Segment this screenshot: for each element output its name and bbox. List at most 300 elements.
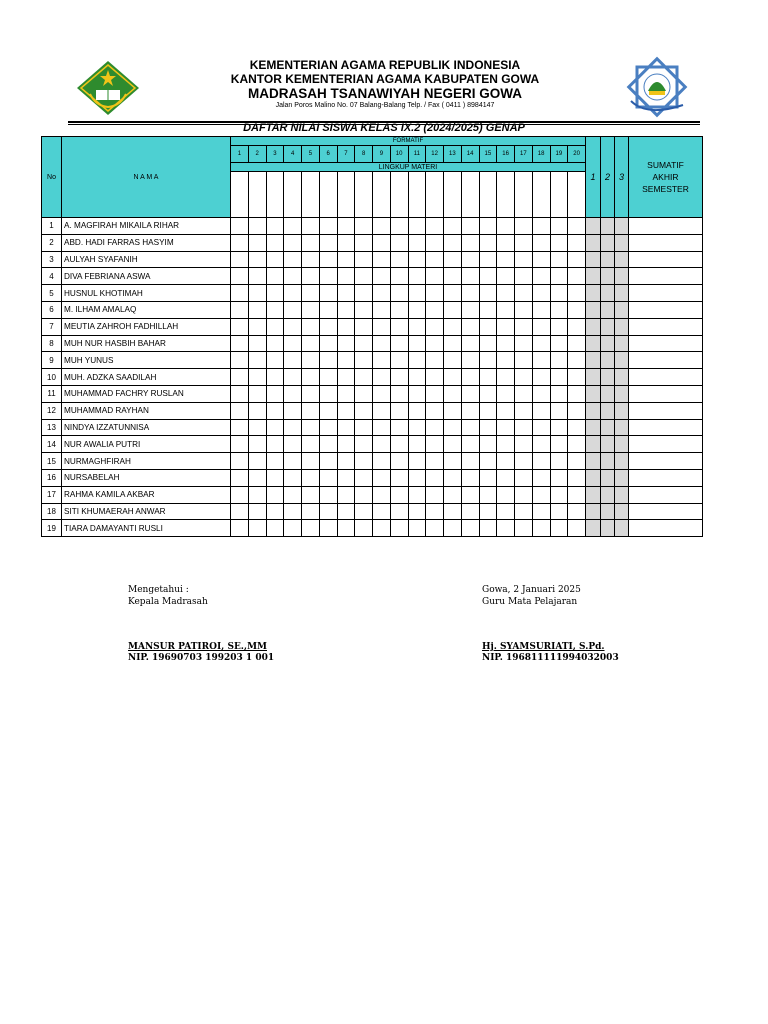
formatif-score-cell (266, 335, 284, 352)
formatif-header-blank (444, 172, 462, 218)
sumatif-score-cell (586, 234, 601, 251)
formatif-score-cell (319, 285, 337, 302)
formatif-score-cell (390, 385, 408, 402)
sumatif-akhir-score-cell (629, 234, 703, 251)
formatif-score-cell (461, 419, 479, 436)
formatif-score-cell (355, 251, 373, 268)
formatif-col-13: 13 (444, 146, 462, 163)
formatif-score-cell (248, 352, 266, 369)
formatif-col-7: 7 (337, 146, 355, 163)
sumatif-score-cell (615, 402, 629, 419)
formatif-header-blank (479, 172, 497, 218)
formatif-score-cell (515, 234, 533, 251)
sumatif-score-cell (601, 469, 615, 486)
formatif-score-cell (568, 520, 586, 537)
formatif-header-blank (550, 172, 568, 218)
sumatif-score-cell (615, 318, 629, 335)
formatif-score-cell (515, 486, 533, 503)
student-name: A. MAGFIRAH MIKAILA RIHAR (62, 218, 231, 235)
formatif-score-cell (390, 335, 408, 352)
sumatif-score-cell (615, 352, 629, 369)
sumatif-score-cell (615, 234, 629, 251)
formatif-score-cell (479, 469, 497, 486)
formatif-score-cell (408, 486, 426, 503)
formatif-score-cell (515, 218, 533, 235)
formatif-score-cell (319, 436, 337, 453)
formatif-score-cell (302, 251, 320, 268)
formatif-score-cell (444, 436, 462, 453)
formatif-score-cell (550, 385, 568, 402)
letterhead (0, 52, 768, 116)
formatif-score-cell (302, 369, 320, 386)
formatif-score-cell (373, 503, 391, 520)
formatif-score-cell (532, 301, 550, 318)
formatif-score-cell (302, 453, 320, 470)
formatif-score-cell (248, 503, 266, 520)
formatif-score-cell (284, 318, 302, 335)
table-row (42, 335, 703, 352)
sumatif-score-cell (586, 402, 601, 419)
formatif-score-cell (319, 218, 337, 235)
sumatif-score-cell (615, 503, 629, 520)
sumatif-akhir-score-cell (629, 318, 703, 335)
formatif-score-cell (515, 352, 533, 369)
formatif-score-cell (532, 486, 550, 503)
formatif-score-cell (497, 419, 515, 436)
formatif-score-cell (550, 486, 568, 503)
formatif-score-cell (231, 301, 249, 318)
formatif-score-cell (444, 503, 462, 520)
sumatif-score-cell (601, 218, 615, 235)
formatif-score-cell (461, 251, 479, 268)
student-name: AULYAH SYAFANIH (62, 251, 231, 268)
formatif-col-12: 12 (426, 146, 444, 163)
sumatif-akhir-score-cell (629, 369, 703, 386)
formatif-score-cell (444, 335, 462, 352)
table-row (42, 436, 703, 453)
formatif-score-cell (302, 234, 320, 251)
school-logo-icon (626, 56, 688, 118)
formatif-score-cell (284, 352, 302, 369)
sumatif-akhir-score-cell (629, 486, 703, 503)
student-name: SITI KHUMAERAH ANWAR (62, 503, 231, 520)
formatif-score-cell (568, 419, 586, 436)
formatif-col-9: 9 (373, 146, 391, 163)
row-number: 16 (42, 469, 62, 486)
sumatif-score-cell (615, 385, 629, 402)
formatif-score-cell (444, 419, 462, 436)
formatif-score-cell (479, 385, 497, 402)
formatif-score-cell (302, 503, 320, 520)
formatif-header-blank (266, 172, 284, 218)
formatif-score-cell (266, 234, 284, 251)
formatif-score-cell (461, 436, 479, 453)
formatif-score-cell (532, 520, 550, 537)
formatif-score-cell (408, 234, 426, 251)
formatif-score-cell (373, 218, 391, 235)
formatif-score-cell (355, 369, 373, 386)
formatif-score-cell (497, 385, 515, 402)
formatif-header-blank (231, 172, 249, 218)
formatif-score-cell (390, 436, 408, 453)
formatif-score-cell (550, 234, 568, 251)
row-number: 1 (42, 218, 62, 235)
col-header-sumatif-akhir (629, 137, 703, 218)
sumatif-score-cell (601, 453, 615, 470)
formatif-score-cell (355, 352, 373, 369)
formatif-score-cell (568, 318, 586, 335)
formatif-col-17: 17 (515, 146, 533, 163)
formatif-score-cell (515, 301, 533, 318)
formatif-score-cell (284, 385, 302, 402)
formatif-score-cell (426, 318, 444, 335)
formatif-score-cell (568, 251, 586, 268)
formatif-header-blank (390, 172, 408, 218)
formatif-score-cell (319, 234, 337, 251)
sumatif-score-cell (615, 436, 629, 453)
formatif-score-cell (302, 520, 320, 537)
sign-left-line2: Kepala Madrasah (128, 597, 208, 607)
sumatif-akhir-score-cell (629, 419, 703, 436)
formatif-score-cell (355, 486, 373, 503)
formatif-score-cell (479, 285, 497, 302)
formatif-score-cell (337, 268, 355, 285)
formatif-score-cell (497, 301, 515, 318)
student-name: DIVA FEBRIANA ASWA (62, 268, 231, 285)
formatif-score-cell (266, 503, 284, 520)
formatif-score-cell (231, 385, 249, 402)
formatif-score-cell (302, 352, 320, 369)
formatif-score-cell (231, 503, 249, 520)
formatif-score-cell (248, 251, 266, 268)
formatif-score-cell (266, 285, 284, 302)
teacher-name: Hj. SYAMSURIATI, S.Pd. (482, 642, 605, 652)
row-number: 2 (42, 234, 62, 251)
formatif-score-cell (390, 251, 408, 268)
formatif-score-cell (266, 369, 284, 386)
row-number: 12 (42, 402, 62, 419)
formatif-score-cell (337, 520, 355, 537)
formatif-score-cell (497, 234, 515, 251)
formatif-score-cell (550, 469, 568, 486)
table-row (42, 318, 703, 335)
formatif-score-cell (426, 453, 444, 470)
formatif-score-cell (426, 402, 444, 419)
formatif-score-cell (568, 486, 586, 503)
table-row (42, 520, 703, 537)
formatif-score-cell (302, 218, 320, 235)
formatif-score-cell (444, 486, 462, 503)
formatif-score-cell (497, 218, 515, 235)
formatif-score-cell (231, 218, 249, 235)
formatif-score-cell (231, 234, 249, 251)
formatif-score-cell (426, 218, 444, 235)
formatif-col-18: 18 (532, 146, 550, 163)
sumatif-score-cell (601, 268, 615, 285)
sumatif-score-cell (615, 268, 629, 285)
formatif-score-cell (426, 234, 444, 251)
formatif-score-cell (231, 486, 249, 503)
formatif-score-cell (319, 301, 337, 318)
formatif-score-cell (532, 251, 550, 268)
formatif-header-blank (284, 172, 302, 218)
formatif-score-cell (248, 268, 266, 285)
formatif-score-cell (444, 352, 462, 369)
formatif-score-cell (497, 285, 515, 302)
formatif-col-3: 3 (266, 146, 284, 163)
formatif-score-cell (319, 268, 337, 285)
student-name: M. ILHAM AMALAQ (62, 301, 231, 318)
formatif-score-cell (337, 453, 355, 470)
student-name: HUSNUL KHOTIMAH (62, 285, 231, 302)
formatif-score-cell (497, 251, 515, 268)
sign-right-line1: Gowa, 2 Januari 2025 (482, 585, 581, 595)
sumatif-score-cell (586, 469, 601, 486)
student-name: ABD. HADI FARRAS HASYIM (62, 234, 231, 251)
formatif-score-cell (284, 453, 302, 470)
formatif-score-cell (231, 520, 249, 537)
student-name: MUHAMMAD FACHRY RUSLAN (62, 385, 231, 402)
formatif-score-cell (461, 335, 479, 352)
table-row (42, 419, 703, 436)
formatif-score-cell (461, 285, 479, 302)
formatif-score-cell (408, 285, 426, 302)
formatif-score-cell (266, 419, 284, 436)
formatif-header-blank (408, 172, 426, 218)
formatif-score-cell (337, 486, 355, 503)
sumatif-score-cell (586, 301, 601, 318)
formatif-score-cell (568, 335, 586, 352)
formatif-score-cell (248, 402, 266, 419)
sumatif-akhir-line: SEMESTER (642, 184, 689, 194)
formatif-score-cell (373, 453, 391, 470)
formatif-score-cell (355, 402, 373, 419)
formatif-score-cell (284, 251, 302, 268)
formatif-score-cell (444, 453, 462, 470)
sumatif-score-cell (601, 503, 615, 520)
formatif-score-cell (550, 503, 568, 520)
student-name: MUH. ADZKA SAADILAH (62, 369, 231, 386)
document-title: DAFTAR NILAI SISWA KELAS IX.2 (2024/2025) GENAP (243, 122, 525, 134)
formatif-score-cell (408, 520, 426, 537)
table-row (42, 268, 703, 285)
formatif-score-cell (284, 486, 302, 503)
sumatif-score-cell (586, 520, 601, 537)
formatif-score-cell (355, 301, 373, 318)
student-name: NINDYA IZZATUNNISA (62, 419, 231, 436)
table-row (42, 486, 703, 503)
row-number: 8 (42, 335, 62, 352)
row-number: 10 (42, 369, 62, 386)
formatif-score-cell (550, 268, 568, 285)
formatif-score-cell (373, 469, 391, 486)
row-number: 7 (42, 318, 62, 335)
formatif-score-cell (515, 335, 533, 352)
formatif-score-cell (532, 218, 550, 235)
formatif-score-cell (532, 453, 550, 470)
formatif-header-blank (497, 172, 515, 218)
formatif-score-cell (568, 503, 586, 520)
sumatif-score-cell (601, 301, 615, 318)
student-name: MUH NUR HASBIH BAHAR (62, 335, 231, 352)
formatif-score-cell (550, 301, 568, 318)
sumatif-akhir-score-cell (629, 385, 703, 402)
formatif-score-cell (426, 352, 444, 369)
sumatif-akhir-line: AKHIR (652, 172, 679, 182)
formatif-score-cell (444, 385, 462, 402)
formatif-score-cell (550, 218, 568, 235)
formatif-score-cell (284, 234, 302, 251)
formatif-score-cell (337, 218, 355, 235)
formatif-score-cell (337, 469, 355, 486)
sumatif-score-cell (615, 285, 629, 302)
student-name: TIARA DAMAYANTI RUSLI (62, 520, 231, 537)
formatif-score-cell (461, 520, 479, 537)
sumatif-akhir-score-cell (629, 251, 703, 268)
formatif-score-cell (231, 436, 249, 453)
formatif-score-cell (337, 352, 355, 369)
sumatif-score-cell (601, 352, 615, 369)
formatif-score-cell (479, 486, 497, 503)
formatif-score-cell (266, 402, 284, 419)
sumatif-score-cell (586, 436, 601, 453)
formatif-score-cell (319, 503, 337, 520)
sumatif-score-cell (601, 436, 615, 453)
sumatif-score-cell (615, 486, 629, 503)
formatif-score-cell (479, 436, 497, 453)
formatif-score-cell (266, 352, 284, 369)
table-row (42, 251, 703, 268)
sumatif-score-cell (586, 352, 601, 369)
row-number: 5 (42, 285, 62, 302)
formatif-score-cell (373, 402, 391, 419)
formatif-score-cell (426, 419, 444, 436)
formatif-score-cell (497, 335, 515, 352)
formatif-score-cell (319, 251, 337, 268)
col-header-formatif: FORMATIF (231, 137, 586, 146)
sumatif-score-cell (601, 520, 615, 537)
formatif-score-cell (426, 301, 444, 318)
formatif-score-cell (444, 369, 462, 386)
formatif-score-cell (497, 453, 515, 470)
formatif-score-cell (390, 503, 408, 520)
sumatif-score-cell (601, 335, 615, 352)
formatif-score-cell (515, 453, 533, 470)
formatif-col-2: 2 (248, 146, 266, 163)
formatif-score-cell (284, 268, 302, 285)
formatif-score-cell (248, 486, 266, 503)
formatif-header-blank (426, 172, 444, 218)
student-name: RAHMA KAMILA AKBAR (62, 486, 231, 503)
formatif-score-cell (426, 520, 444, 537)
formatif-score-cell (515, 436, 533, 453)
formatif-score-cell (568, 301, 586, 318)
formatif-score-cell (408, 453, 426, 470)
formatif-score-cell (444, 301, 462, 318)
formatif-col-10: 10 (390, 146, 408, 163)
student-name: NUR AWALIA PUTRI (62, 436, 231, 453)
formatif-score-cell (408, 268, 426, 285)
formatif-score-cell (373, 234, 391, 251)
sumatif-score-cell (586, 419, 601, 436)
formatif-score-cell (355, 318, 373, 335)
formatif-score-cell (302, 486, 320, 503)
formatif-score-cell (390, 318, 408, 335)
formatif-score-cell (426, 469, 444, 486)
formatif-score-cell (266, 218, 284, 235)
formatif-score-cell (532, 335, 550, 352)
sumatif-score-cell (586, 503, 601, 520)
sumatif-score-cell (615, 218, 629, 235)
formatif-score-cell (532, 234, 550, 251)
sumatif-akhir-score-cell (629, 352, 703, 369)
formatif-score-cell (284, 301, 302, 318)
formatif-score-cell (497, 520, 515, 537)
formatif-score-cell (568, 234, 586, 251)
formatif-score-cell (532, 419, 550, 436)
formatif-col-16: 16 (497, 146, 515, 163)
formatif-score-cell (373, 251, 391, 268)
formatif-score-cell (248, 301, 266, 318)
formatif-score-cell (497, 469, 515, 486)
formatif-score-cell (568, 285, 586, 302)
formatif-score-cell (231, 335, 249, 352)
formatif-score-cell (355, 385, 373, 402)
col-header-no: No (42, 137, 62, 218)
formatif-score-cell (461, 503, 479, 520)
sumatif-score-cell (615, 369, 629, 386)
formatif-score-cell (426, 285, 444, 302)
formatif-score-cell (497, 486, 515, 503)
formatif-score-cell (426, 436, 444, 453)
table-row (42, 352, 703, 369)
formatif-score-cell (568, 402, 586, 419)
row-number: 18 (42, 503, 62, 520)
formatif-header-blank (302, 172, 320, 218)
formatif-score-cell (231, 285, 249, 302)
formatif-score-cell (461, 453, 479, 470)
formatif-score-cell (337, 503, 355, 520)
formatif-score-cell (408, 503, 426, 520)
formatif-score-cell (319, 402, 337, 419)
formatif-score-cell (302, 385, 320, 402)
formatif-score-cell (355, 419, 373, 436)
formatif-score-cell (337, 251, 355, 268)
sumatif-score-cell (586, 285, 601, 302)
formatif-header-blank (461, 172, 479, 218)
formatif-score-cell (355, 453, 373, 470)
formatif-score-cell (248, 318, 266, 335)
formatif-col-8: 8 (355, 146, 373, 163)
row-number: 15 (42, 453, 62, 470)
formatif-score-cell (408, 402, 426, 419)
formatif-score-cell (497, 352, 515, 369)
formatif-score-cell (373, 268, 391, 285)
formatif-score-cell (248, 385, 266, 402)
formatif-score-cell (390, 285, 408, 302)
formatif-score-cell (479, 318, 497, 335)
teacher-nip: NIP. 196811111994032003 (482, 653, 619, 663)
formatif-score-cell (479, 453, 497, 470)
formatif-score-cell (408, 385, 426, 402)
formatif-score-cell (532, 469, 550, 486)
formatif-score-cell (461, 234, 479, 251)
formatif-score-cell (515, 385, 533, 402)
formatif-score-cell (355, 503, 373, 520)
formatif-score-cell (390, 520, 408, 537)
table-row (42, 218, 703, 235)
sumatif-score-cell (601, 285, 615, 302)
